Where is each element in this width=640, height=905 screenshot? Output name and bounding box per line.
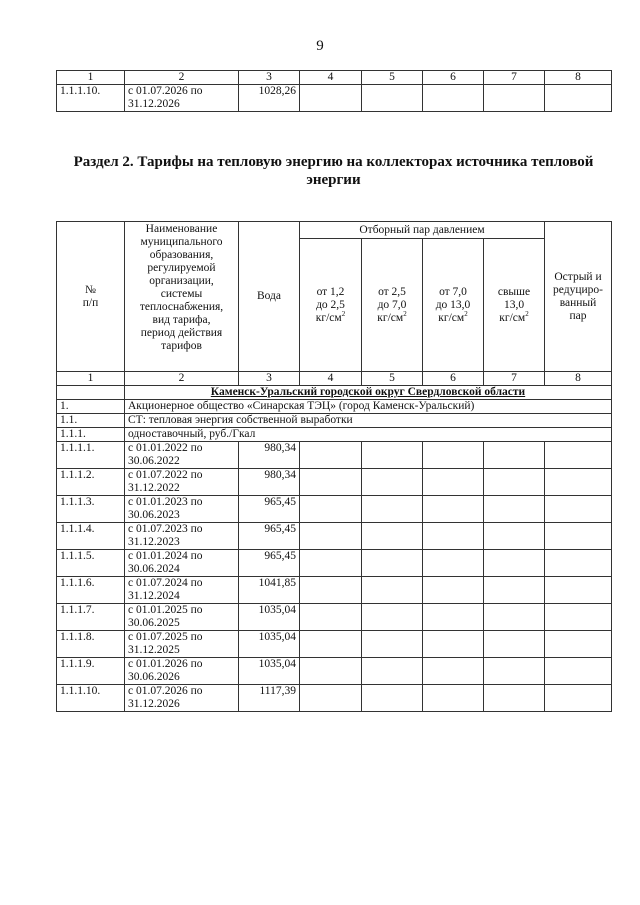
row-number: 1.1.1.2. [57, 469, 125, 496]
col-num: 3 [239, 71, 300, 85]
header-name: Наименование муниципального образования, регулируемой организации, системы теплоснабжения, вид тарифа, период действия тарифов [125, 222, 239, 372]
info-text: Акционерное общество «Синарская ТЭЦ» (город Каменск-Уральский) [125, 400, 612, 414]
row-period: с 01.07.2026 по 31.12.2026 [125, 85, 239, 112]
empty-cell [545, 604, 612, 631]
empty-cell [362, 550, 423, 577]
row-period: с 01.01.2024 по 30.06.2024 [125, 550, 239, 577]
empty-cell [545, 685, 612, 712]
table-row [57, 496, 612, 523]
empty-cell [545, 658, 612, 685]
empty-cell [300, 442, 362, 469]
empty-cell [423, 550, 484, 577]
header-steam-4: свыше 13,0 $кг/см^2$ [484, 239, 545, 372]
empty-cell [362, 442, 423, 469]
empty-cell [300, 577, 362, 604]
region-row [57, 386, 612, 400]
row-number: 1.1.1.3. [57, 496, 125, 523]
row-value: 1028,26 [239, 85, 300, 112]
empty-cell [362, 496, 423, 523]
row-number: 1.1.1. [57, 428, 125, 442]
info-row [57, 428, 612, 442]
col-num: 5 [362, 372, 423, 386]
row-period: с 01.07.2023 по 31.12.2023 [125, 523, 239, 550]
empty-cell [300, 469, 362, 496]
empty-cell [484, 685, 545, 712]
empty-cell [423, 658, 484, 685]
row-number: 1.1.1.5. [57, 550, 125, 577]
col-num: 8 [545, 71, 612, 85]
row-number: 1.1.1.10. [57, 685, 125, 712]
table-row [57, 85, 612, 112]
col-num: 1 [57, 372, 125, 386]
info-row [57, 414, 612, 428]
empty-cell [545, 442, 612, 469]
row-period: с 01.07.2026 по 31.12.2026 [125, 685, 239, 712]
col-num: 3 [239, 372, 300, 386]
empty-cell [300, 685, 362, 712]
empty-cell [362, 631, 423, 658]
row-number: 1.1.1.7. [57, 604, 125, 631]
empty-cell [545, 523, 612, 550]
continued-table [56, 70, 612, 112]
empty-cell [362, 685, 423, 712]
row-number: 1.1.1.10. [57, 85, 125, 112]
col-num: 7 [484, 372, 545, 386]
row-period: с 01.01.2022 по 30.06.2022 [125, 442, 239, 469]
table-row [57, 604, 612, 631]
empty-cell [300, 550, 362, 577]
page-number: 9 [316, 38, 324, 54]
row-number: 1.1.1.8. [57, 631, 125, 658]
header-steam-3: от 7,0 до 13,0 $кг/см^2$ [423, 239, 484, 372]
region-title: Каменск-Уральский городской округ Свердловской области [125, 386, 612, 400]
empty-cell [484, 577, 545, 604]
empty-cell [484, 550, 545, 577]
row-value: 965,45 [239, 550, 300, 577]
row-period: с 01.07.2025 по 31.12.2025 [125, 631, 239, 658]
table-row [57, 658, 612, 685]
tariff-table [56, 221, 612, 712]
row-value: 1035,04 [239, 631, 300, 658]
col-num: 6 [423, 372, 484, 386]
empty-cell [362, 577, 423, 604]
empty-cell [545, 550, 612, 577]
col-num: 8 [545, 372, 612, 386]
row-value: 980,34 [239, 442, 300, 469]
col-num: 2 [125, 71, 239, 85]
empty-cell [362, 469, 423, 496]
row-period: с 01.01.2026 по 30.06.2026 [125, 658, 239, 685]
empty-cell [545, 577, 612, 604]
row-value: 1117,39 [239, 685, 300, 712]
table-row [57, 469, 612, 496]
row-number: 1.1. [57, 414, 125, 428]
row-number: 1. [57, 400, 125, 414]
empty-cell [300, 523, 362, 550]
column-number-row [57, 71, 612, 85]
row-number: 1.1.1.6. [57, 577, 125, 604]
row-value: 1041,85 [239, 577, 300, 604]
table-row [57, 523, 612, 550]
row-number: 1.1.1.4. [57, 523, 125, 550]
empty-cell [484, 523, 545, 550]
col-num: 6 [423, 71, 484, 85]
col-num: 5 [362, 71, 423, 85]
empty-cell [300, 604, 362, 631]
table-row [57, 685, 612, 712]
empty-cell [362, 523, 423, 550]
row-period: с 01.01.2023 по 30.06.2023 [125, 496, 239, 523]
header-steam-1: от 1,2 до 2,5 $кг/см^2$ [300, 239, 362, 372]
col-num: 4 [300, 372, 362, 386]
row-value: 965,45 [239, 496, 300, 523]
col-num: 2 [125, 372, 239, 386]
col-num: 1 [57, 71, 125, 85]
row-value: 980,34 [239, 469, 300, 496]
empty-cell [545, 496, 612, 523]
row-period: с 01.01.2025 по 30.06.2025 [125, 604, 239, 631]
empty-cell [300, 658, 362, 685]
table-row [57, 577, 612, 604]
info-row [57, 400, 612, 414]
empty-cell [423, 442, 484, 469]
row-number: 1.1.1.1. [57, 442, 125, 469]
section-title: Раздел 2. Тарифы на тепловую энергию на коллекторах источника тепловой энергии [73, 154, 594, 188]
info-text: одноставочный, руб./Гкал [125, 428, 612, 442]
empty-cell [362, 604, 423, 631]
table-row [57, 442, 612, 469]
empty-cell [423, 523, 484, 550]
empty-cell [484, 604, 545, 631]
row-value: 1035,04 [239, 658, 300, 685]
row-value: 1035,04 [239, 604, 300, 631]
empty-cell [300, 631, 362, 658]
row-period: с 01.07.2024 по 31.12.2024 [125, 577, 239, 604]
empty-cell [545, 469, 612, 496]
empty-cell [484, 658, 545, 685]
empty-cell [300, 496, 362, 523]
empty-cell [484, 442, 545, 469]
empty-cell [423, 685, 484, 712]
row-number: 1.1.1.9. [57, 658, 125, 685]
empty-cell [423, 577, 484, 604]
header-row [57, 222, 612, 239]
empty-cell [423, 469, 484, 496]
info-text: СТ: тепловая энергия собственной выработки [125, 414, 612, 428]
row-period: с 01.07.2022 по 31.12.2022 [125, 469, 239, 496]
column-number-row [57, 372, 612, 386]
empty-cell [423, 631, 484, 658]
row-value: 965,45 [239, 523, 300, 550]
empty-cell [484, 469, 545, 496]
header-steam-group: Отборный пар давлением [300, 222, 545, 239]
table-row [57, 631, 612, 658]
col-num: 7 [484, 71, 545, 85]
header-num: № п/п [57, 222, 125, 372]
header-steam-2: от 2,5 до 7,0 $кг/см^2$ [362, 239, 423, 372]
empty-cell [362, 658, 423, 685]
header-sharp-steam: Острый и редуциро- ванный пар [545, 222, 612, 372]
empty-cell [484, 496, 545, 523]
empty-cell [545, 631, 612, 658]
empty-cell [423, 604, 484, 631]
table-row [57, 550, 612, 577]
col-num: 4 [300, 71, 362, 85]
empty-cell [423, 496, 484, 523]
header-water: Вода [239, 222, 300, 372]
empty-cell [484, 631, 545, 658]
